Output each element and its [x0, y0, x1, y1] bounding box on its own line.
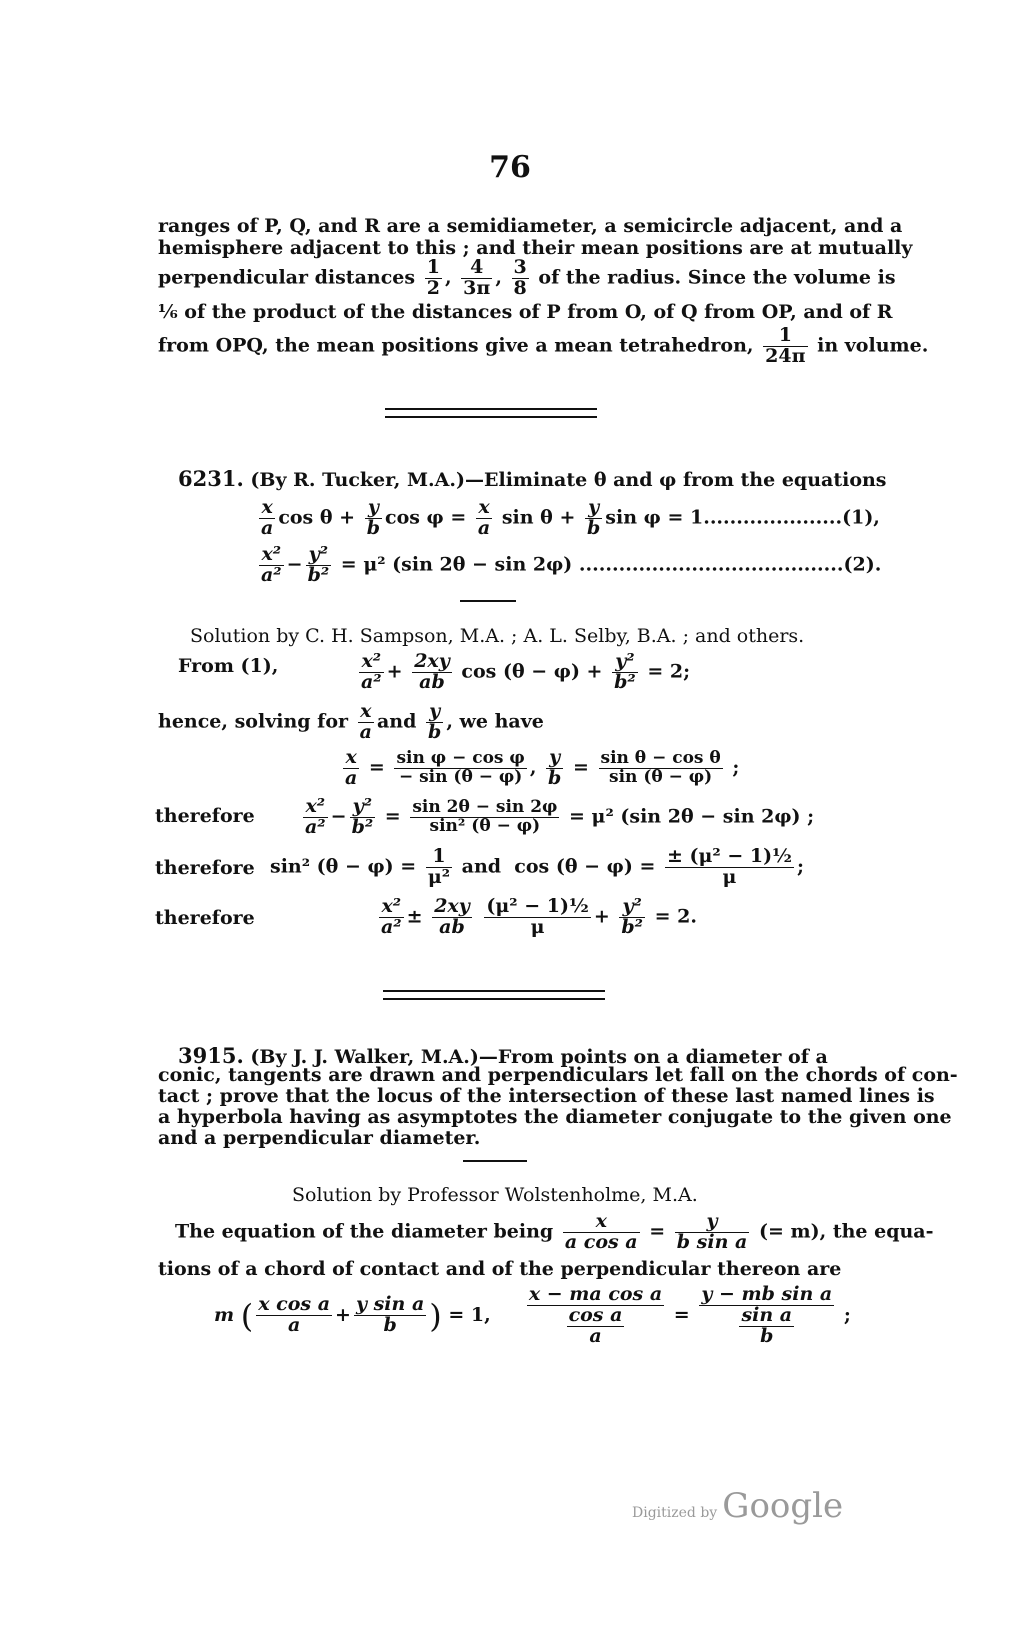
- short-rule: [460, 600, 516, 602]
- page-number: 76: [489, 150, 531, 185]
- q3915-solution-heading: Solution by Professor Wolstenholme, M.A.: [292, 1184, 698, 1206]
- intro-line-3: perpendicular distances $\frac{1}{2}$ , $\frac{4}{3\pi}$ , $\frac{3}{8}$ of the radius. Since the volume is: [158, 256, 896, 299]
- therefore-3: therefore: [155, 907, 255, 929]
- q3915-line-3: tact ; prove that the locus of the intersection of these last named lines is: [158, 1085, 935, 1107]
- q3915-line-4: a hyperbola having as asymptotes the diameter conjugate to the given one: [158, 1106, 952, 1128]
- q3915-equation-line: The equation of the diameter being $\frac{x}{\text{a cos a}}$ = $\frac{y}{\text{b sin a}}$ (= m), the equa-: [175, 1210, 934, 1253]
- section-divider: [385, 408, 597, 418]
- q6231-solution-heading: Solution by C. H. Sampson, M.A. ; A. L. Selby, B.A. ; and others.: [190, 625, 805, 647]
- solution-equation-2: $\frac{x}{a}$ = $\frac{\text{sin φ − cos φ}}{- \sin (\theta - \varphi)}$ , $\frac{y}{b}$ = $\frac{\text{sin θ − cos θ}}{\sin (\theta - \varphi)}$ ;: [345, 746, 740, 789]
- hence-line: hence, solving for $\frac{x}{a}$ and $\frac{y}{b}$ , we have: [158, 700, 544, 743]
- short-rule: [463, 1160, 527, 1162]
- section-divider: [383, 990, 605, 1000]
- digitized-by-google-watermark: Digitized by Google: [632, 1486, 844, 1526]
- intro-line-5: from OPQ, the mean positions give a mean tetrahedron, $\frac{1}{24\pi}$ in volume.: [158, 324, 929, 367]
- intro-line-4: ⅙ of the product of the distances of P from O, of Q from OP, and of R: [158, 301, 893, 323]
- q6231-heading: 6231. (By R. Tucker, M.A.)—Eliminate θ and φ from the equations: [178, 466, 887, 491]
- q3915-line-2: conic, tangents are drawn and perpendiculars let fall on the chords of con-: [158, 1064, 958, 1086]
- q3915-line-1: 3915. (By J. J. Walker, M.A.)—From points on a diameter of a: [178, 1043, 828, 1068]
- solution-equation-1: $\frac{\text{x²}}{\text{a²}}$ + $\frac{2xy}{ab}$ cos (θ − φ) + $\frac{\text{y²}}{\text{b²}}$ = 2;: [361, 650, 691, 693]
- therefore-2: therefore: [155, 857, 255, 879]
- q6231-equation-2: $\frac{\text{x²}}{\text{a²}}$ − $\frac{\text{y²}}{\text{b²}}$ = μ² (sin 2θ − sin 2φ) ........................................(2).: [261, 543, 882, 586]
- solution-equation-4: sin² (θ − φ) = $\frac{1}{\text{μ²}}$ and cos (θ − φ) = $\frac{\text{± (μ² − 1)½}}{\mu}$ ;: [270, 845, 804, 888]
- q3915-line-7: tions of a chord of contact and of the perpendicular thereon are: [158, 1258, 842, 1280]
- q6231-equation-1: $\frac{x}{a}$ cos θ + $\frac{y}{b}$ cos φ = $\frac{x}{a}$ sin θ + $\frac{y}{b}$ sin φ = 1.....................(1),: [261, 496, 880, 539]
- therefore-1: therefore: [155, 805, 255, 827]
- intro-line-1: ranges of P, Q, and R are a semidiameter, a semicircle adjacent, and a: [158, 215, 903, 237]
- from-1-label: From (1),: [178, 655, 279, 677]
- solution-equation-3: $\frac{\text{x²}}{\text{a²}}$ − $\frac{\text{y²}}{\text{b²}}$ = $\frac{\sin 2\theta - \sin 2\varphi}{\text{sin² (θ − φ)}}$ = μ² (sin 2θ − sin 2φ) ;: [305, 795, 815, 838]
- q3915-final-equation: m ( $\frac{\text{x cos a}}{a}$ + $\frac{\text{y sin a}}{b}$ ) = 1, $\frac{\text{x − ma cos a}}{\frac{\text{cos a}}{a}}$ = $\frac{\text{y − mb sin a}}{\frac{\text{sin a}}{b}}$ ;: [214, 1283, 851, 1347]
- intro-line-2: hemisphere adjacent to this ; and their mean positions are at mutually: [158, 237, 913, 259]
- q3915-line-5: and a perpendicular diameter.: [158, 1127, 481, 1149]
- solution-equation-5: $\frac{\text{x²}}{\text{a²}}$ ± $\frac{2xy}{ab}$ $\frac{\text{(μ² − 1)½}}{\mu}$ + $\frac{\text{y²}}{\text{b²}}$ = 2.: [381, 895, 697, 938]
